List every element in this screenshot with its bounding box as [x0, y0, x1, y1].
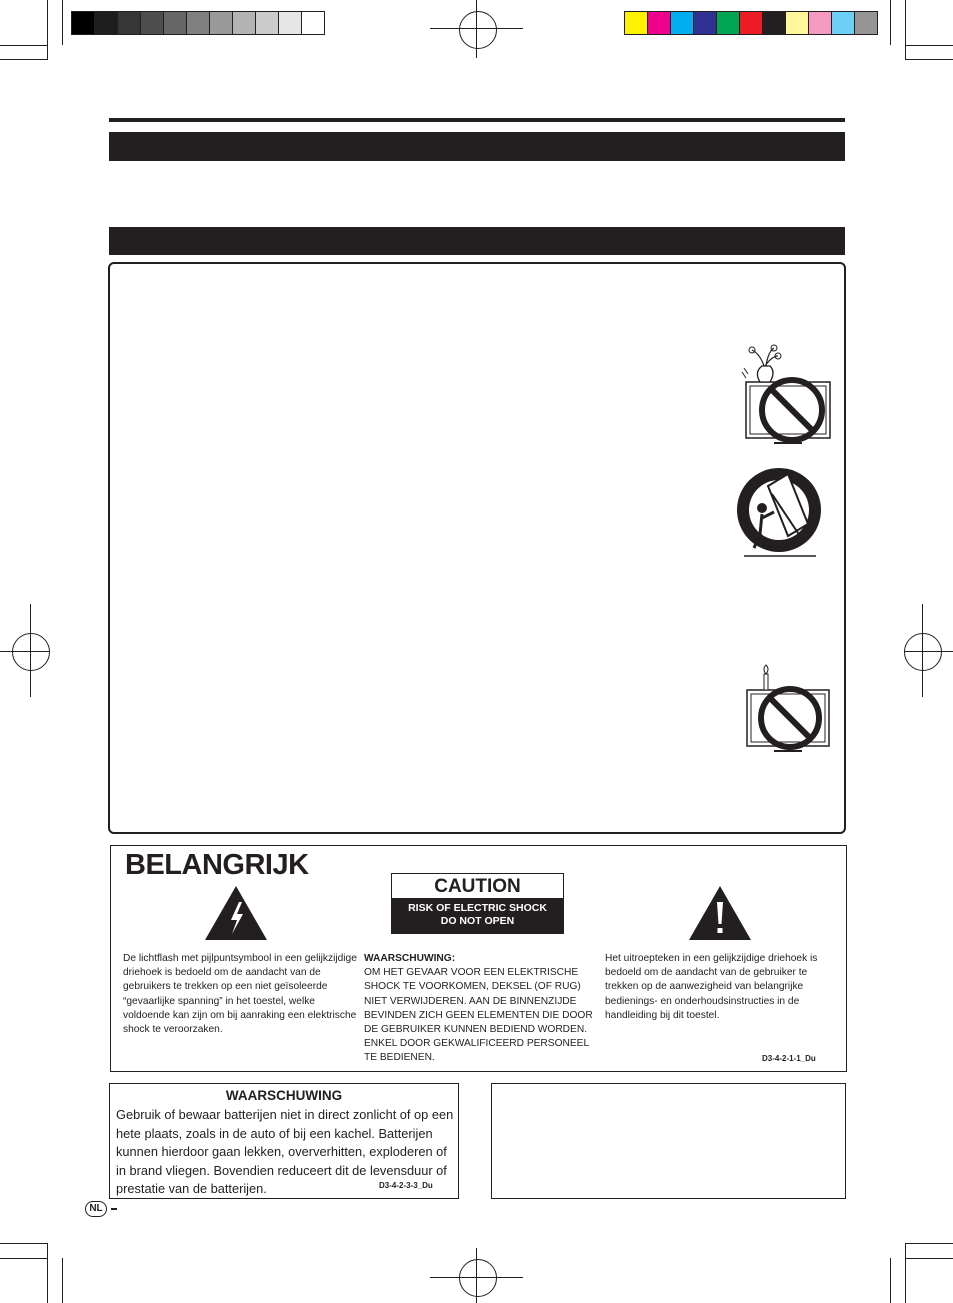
gray-swatch-2 [118, 12, 141, 34]
section-bar-second [109, 227, 845, 255]
important-box [110, 845, 847, 1072]
battery-warning-code: D3-4-2-3-3_Du [379, 1181, 433, 1190]
caution-sub-line2: DO NOT OPEN [440, 915, 515, 927]
lightning-explanation: De lichtflash met pijlpuntsymbool in een gelijkzijdige driehoek is bedoeld om de aandacht van de gebruikers te trekken op een niet geïsoleerde “gevaarlijke spanning” in het toestel, welke voldoende kan zijn om bij aanraking een elektrische shock te veroorzaken. [123, 953, 357, 1036]
caution-label [391, 873, 564, 934]
battery-warning-box [109, 1083, 459, 1199]
color-swatch-9 [832, 12, 855, 34]
important-title: BELANGRIJK [125, 849, 309, 881]
header-rule [109, 118, 845, 122]
gray-swatch-10 [302, 12, 324, 34]
section-bar-top [109, 132, 845, 161]
gray-swatch-6 [210, 12, 233, 34]
color-swatch-8 [809, 12, 832, 34]
color-swatch-5 [740, 12, 763, 34]
battery-warning-text: Gebruik of bewaar batterijen niet in direct zonlicht of op een hete plaats, zoals in de auto of bij een kachel. Batterijen kunnen hierdoor gaan lekken, oververhitten, exploderen of in brand vliegen. Bovendien reduceert dit de levensduur of prestatie van de batterijen. [116, 1107, 454, 1196]
tip-over-warning-icon [724, 464, 834, 562]
no-candle-on-tv-icon [742, 664, 834, 756]
gray-swatch-8 [256, 12, 279, 34]
gray-swatch-3 [141, 12, 164, 34]
important-code: D3-4-2-1-1_Du [762, 1054, 816, 1063]
shock-warning-text: OM HET GEVAAR VOOR EEN ELEKTRISCHE SHOCK TE VOORKOMEN, DEKSEL (OF RUG) NIET VERWIJDEREN. AAN DE BINNENZIJDE BEVINDEN ZICH GEEN ELEMENTEN DIE DOOR DE GEBRUIKER KUNNEN BEDIEND WORDEN. ENKEL DOOR GEKWALIFICEERD PERSONEEL TE BEDIENEN. [364, 967, 593, 1064]
page-number-dash [111, 1208, 117, 1210]
color-swatch-7 [786, 12, 809, 34]
empty-info-box [491, 1083, 846, 1199]
caution-sub-line1: RISK OF ELECTRIC SHOCK [408, 902, 547, 914]
caution-subtext [392, 898, 563, 933]
exclamation-explanation: Het uitroepteken in een gelijkzijdige driehoek is bedoeld om de aandacht van de gebruiker te trekken op de aanwezigheid van belangrijke bedienings- en onderhoudsinstructies in de handleiding bij dit toestel. [605, 953, 818, 1021]
color-swatch-3 [694, 12, 717, 34]
gray-swatch-4 [164, 12, 187, 34]
no-vase-on-tv-icon [740, 344, 836, 448]
lightning-warning-icon [203, 884, 269, 942]
color-swatch-10 [855, 12, 877, 34]
gray-swatch-1 [95, 12, 118, 34]
battery-warning-title: WAARSCHUWING [225, 1088, 343, 1103]
gray-swatch-9 [279, 12, 302, 34]
color-swatch-6 [763, 12, 786, 34]
language-badge: NL [85, 1201, 107, 1217]
gray-swatch-5 [187, 12, 210, 34]
process-color-bar [624, 11, 878, 35]
color-swatch-0 [625, 12, 648, 34]
gray-swatch-7 [233, 12, 256, 34]
shock-warning-heading: WAARSCHUWING: [364, 953, 456, 964]
safety-panel [108, 262, 846, 834]
grayscale-color-bar [71, 11, 325, 35]
color-swatch-4 [717, 12, 740, 34]
shock-warning [364, 952, 596, 1066]
exclamation-warning-icon [687, 884, 753, 942]
color-swatch-1 [648, 12, 671, 34]
caution-heading: CAUTION [392, 874, 563, 898]
gray-swatch-0 [72, 12, 95, 34]
color-swatch-2 [671, 12, 694, 34]
